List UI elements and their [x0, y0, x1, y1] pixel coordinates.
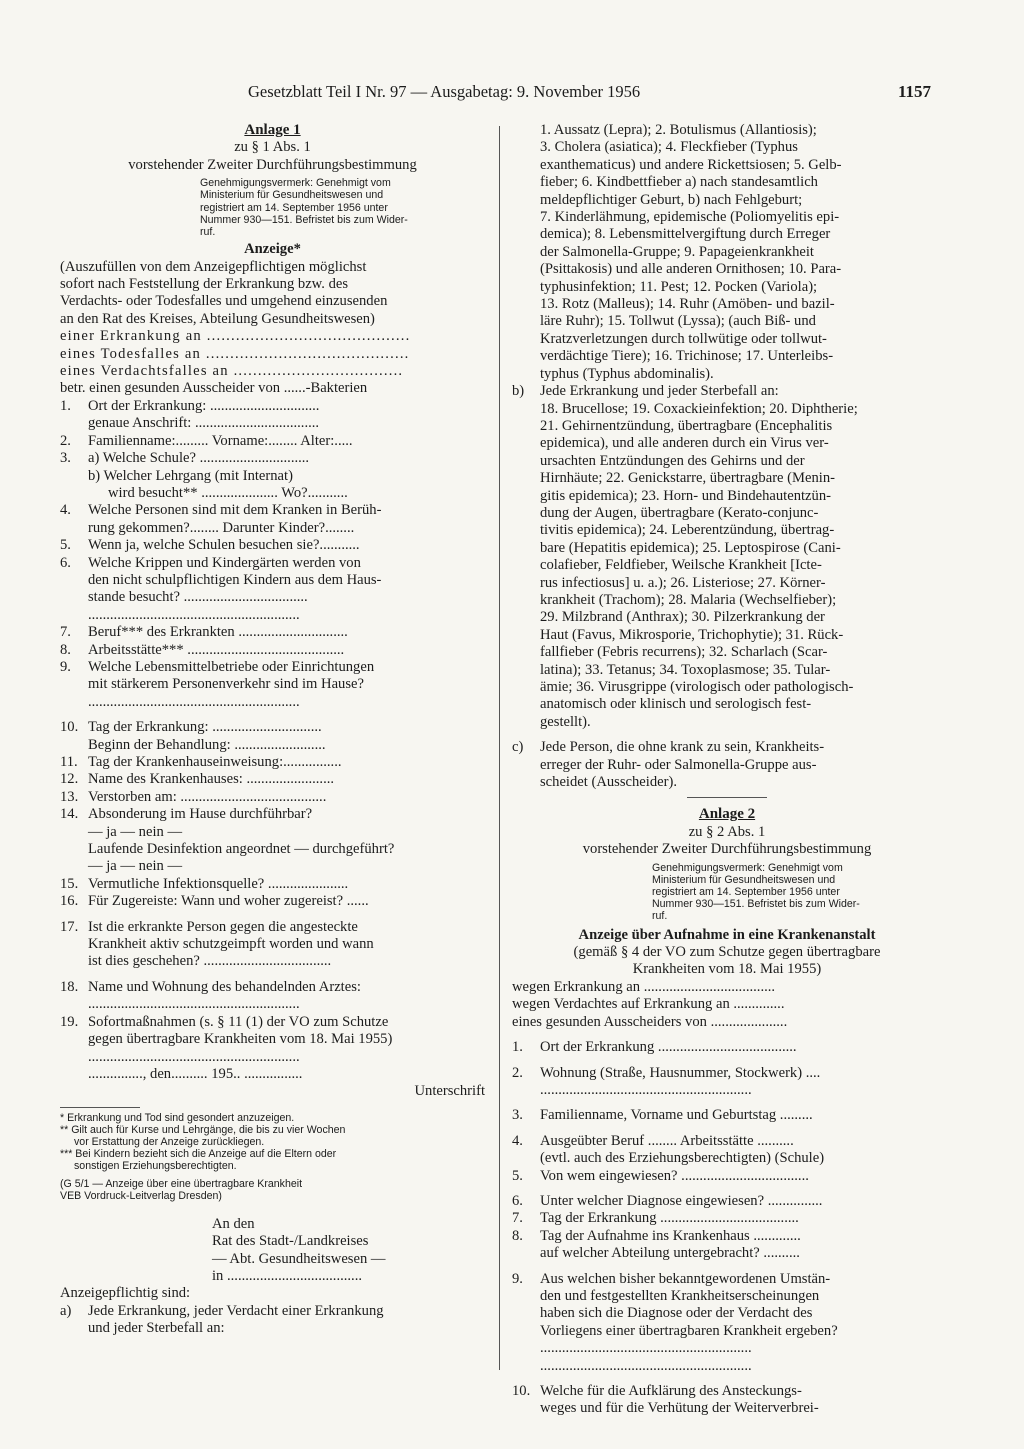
- q-number: 4.: [60, 502, 71, 519]
- question-15: [60, 876, 485, 893]
- list-line: der Salmonella-Gruppe; 9. Papageienkrankheit: [540, 243, 814, 260]
- gv-line: Genehmigungsvermerk: Genehmigt vom: [652, 861, 843, 874]
- question-4: [60, 502, 485, 537]
- date-line: ..............., den.......... 195.. ................: [88, 1065, 303, 1082]
- anlage-1-ref2: vorstehender Zweiter Durchführungsbestimmung: [128, 156, 417, 173]
- list-line: ämie; 36. Virusgrippe (virologisch oder pathologisch-: [540, 679, 854, 695]
- q-line: ..........................................................: [88, 606, 300, 623]
- case-type-line: betr. einen gesunden Ausscheider von ......-Bakterien: [60, 380, 368, 397]
- q-number: 4.: [512, 1132, 523, 1149]
- q-line: Beginn der Behandlung: .........................: [88, 736, 326, 753]
- r-question-4: [512, 1133, 942, 1168]
- q-line: ..........................................................: [88, 693, 300, 710]
- q-number: 3.: [512, 1107, 523, 1124]
- q-line: haben sich die Diagnose oder der Verdacht des: [540, 1305, 813, 1322]
- q-line: Familienname, Vorname und Geburtstag .........: [540, 1107, 813, 1124]
- header-title: Gesetzblatt Teil I Nr. 97 — Ausgabetag: 9. November 1956: [248, 82, 641, 101]
- item-line: Jede Person, die ohne krank zu sein, Krankheits-: [540, 739, 825, 756]
- q-line: den nicht schulpflichtigen Kindern aus dem Haus-: [88, 571, 382, 588]
- spacer: [512, 1185, 942, 1193]
- item-letter: b): [512, 383, 525, 400]
- list-line: Haut (Favus, Mikrosporie, Trichophytie); 31. Rück-: [540, 626, 844, 643]
- list-line: 3. Cholera (asiatica); 4. Fleckfieber (Typhus: [540, 139, 798, 156]
- intro-line: (Auszufüllen von dem Anzeigepflichtigen möglichst: [60, 258, 367, 275]
- q-line: Tag der Aufnahme ins Krankenhaus .............: [540, 1227, 801, 1244]
- q-number: 16.: [60, 893, 79, 910]
- q-number: 19.: [60, 1013, 79, 1030]
- list-line: anatomisch oder klinisch und serologisch fest-: [540, 696, 812, 713]
- list-line: Kratzverletzungen durch tollwütige oder tollwut-: [540, 330, 827, 347]
- q-line: Ist die erkrankte Person gegen die angesteckte: [88, 918, 358, 935]
- question-12: [60, 771, 485, 788]
- q-line: a) Welche Schule? ..............................: [88, 450, 310, 467]
- question-17: [60, 919, 485, 971]
- question-9: [60, 659, 485, 711]
- footnote-rule: [60, 1107, 140, 1108]
- question-8: [60, 642, 485, 659]
- address-line: Rat des Stadt-/Landkreises: [212, 1233, 369, 1250]
- q-line: Wenn ja, welche Schulen besuchen sie?...........: [88, 537, 360, 554]
- admission-type-line: eines gesunden Ausscheiders von .....................: [512, 1013, 788, 1030]
- q-line: Beruf*** des Erkrankten ..............................: [88, 624, 348, 641]
- list-line: 1. Aussatz (Lepra); 2. Botulismus (Allantiosis);: [540, 122, 817, 138]
- item-line: und jeder Sterbefall an:: [88, 1320, 225, 1337]
- q-line: Name und Wohnung des behandelnden Arztes:: [88, 978, 361, 995]
- q-number: 7.: [60, 624, 71, 641]
- q-line: Krankheit aktiv schutzgeimpft worden und wann: [88, 936, 374, 953]
- list-line: meldepflichtiger Geburt, b) nach Fehlgeburt;: [540, 191, 803, 208]
- question-10: [60, 719, 485, 754]
- question-16: [60, 893, 485, 910]
- spacer: [60, 971, 485, 979]
- anlage-2-ref: zu § 2 Abs. 1: [688, 823, 766, 840]
- footnote-line: *** Bei Kindern bezieht sich die Anzeige auf die Eltern oder: [60, 1147, 337, 1160]
- q-line: Laufende Desinfektion angeordnet — durchgeführt?: [88, 841, 395, 858]
- list-line: tivitis epidemica); 24. Leberentzündung, übertrag-: [540, 522, 835, 539]
- list-line: fallfieber (Febris recurrens); 32. Scharlach (Scar-: [540, 644, 828, 661]
- spacer: [512, 1057, 942, 1065]
- list-line: 21. Gehirnentzündung, übertragbare (Encephalitis: [540, 417, 833, 434]
- gv-line: Nummer 930—151. Befristet bis zum Wider-: [652, 898, 860, 911]
- q-number: 7.: [512, 1210, 523, 1227]
- list-line: gestellt).: [540, 713, 591, 730]
- footnote-line: ** Gilt auch für Kurse und Lehrgänge, die bis zu vier Wochen: [60, 1123, 346, 1136]
- list-line: Hirnhäute; 22. Genickstarre, übertragbare (Menin-: [540, 470, 835, 487]
- list-line: 29. Milzbrand (Anthrax); 30. Pilzerkrankung der: [540, 609, 825, 626]
- gv-line: registriert am 14. September 1956 unter: [652, 886, 840, 899]
- item-line: Jede Erkrankung und jeder Sterbefall an:: [540, 383, 779, 400]
- gv-line: Genehmigungsvermerk: Genehmigt vom: [200, 177, 391, 190]
- q-number: 8.: [512, 1227, 523, 1244]
- q-number: 5.: [60, 537, 71, 554]
- item-c: [512, 739, 942, 791]
- q-line: ..........................................................: [540, 1081, 752, 1098]
- list-line: colafieber, Feldfieber, Weilsche Krankheit [Icte-: [540, 557, 822, 574]
- address-block: [212, 1216, 485, 1286]
- footnote-line: * Erkrankung und Tod sind gesondert anzuzeigen.: [60, 1111, 295, 1124]
- spacer: [60, 1202, 485, 1216]
- intro-paragraph: [60, 259, 485, 329]
- case-type-line: eines Todesfalles an ..........................................: [60, 345, 410, 362]
- question-7: [60, 624, 485, 641]
- q-number: 17.: [60, 918, 79, 935]
- anzeige-heading: Anzeige*: [244, 241, 301, 258]
- q-line: Name des Krankenhauses: ........................: [88, 771, 335, 788]
- case-types: [60, 328, 485, 398]
- page-header: [0, 82, 1024, 106]
- q-number: 6.: [60, 554, 71, 571]
- anlage-2-ref2: vorstehender Zweiter Durchführungsbestimmung: [582, 841, 872, 858]
- genehmigungsvermerk: [200, 177, 485, 238]
- r-question-9: [512, 1271, 942, 1375]
- q-line: auf welcher Abteilung untergebracht? ..........: [540, 1245, 800, 1262]
- list-line: dung der Augen, übertragbare (Kerato-conjunc-: [540, 504, 819, 521]
- q-line: Ort der Erkrankung: ..............................: [88, 397, 320, 414]
- list-line: typhus (Typhus abdominalis).: [540, 365, 714, 382]
- q-line: Vorliegens einer übertragbaren Krankheit ergeben?: [540, 1322, 838, 1339]
- q-line: Absonderung im Hause durchführbar?: [88, 806, 313, 823]
- item-a: [60, 1303, 485, 1338]
- q-line: Verstorben am: ........................................: [88, 788, 327, 805]
- q-line: Von wem eingewiesen? ...................................: [540, 1167, 809, 1184]
- spacer: [512, 731, 942, 739]
- question-14: [60, 806, 485, 876]
- subheading-line: (gemäß § 4 der VO zum Schutze gegen übertragbare: [573, 944, 881, 961]
- page-number: 1157: [898, 82, 932, 101]
- q-line: Welche Lebensmittelbetriebe oder Einrichtungen: [88, 658, 375, 675]
- disease-list-b: [540, 401, 942, 732]
- q-line: ist dies geschehen? ...................................: [88, 953, 332, 970]
- q-line: — ja — nein —: [88, 823, 183, 840]
- q-line: Sofortmaßnahmen (s. § 11 (1) der VO zum Schutze: [88, 1013, 389, 1030]
- footnote-line: sonstigen Erziehungsberechtigten.: [74, 1159, 237, 1172]
- admission-type-line: wegen Erkrankung an ....................................: [512, 978, 776, 995]
- q-number: 3.: [60, 450, 71, 467]
- q-line: rung gekommen?........ Darunter Kinder?........: [88, 519, 355, 536]
- item-line: erreger der Ruhr- oder Salmonella-Gruppe aus-: [540, 756, 817, 773]
- q-line: Unter welcher Diagnose eingewiesen? ...............: [540, 1192, 823, 1209]
- gv-line: Ministerium für Gesundheitswesen und: [652, 873, 836, 886]
- list-line: verdächtige Tiere); 16. Trichinose; 17. Unterleibs-: [540, 348, 834, 365]
- question-5: [60, 537, 485, 554]
- gv-line: ruf.: [200, 226, 216, 239]
- admission-types: [512, 979, 942, 1031]
- gv-line: ruf.: [652, 910, 668, 923]
- gv-line: registriert am 14. September 1956 unter: [200, 201, 388, 214]
- q-number: 10.: [60, 719, 79, 736]
- case-type-line: eines Verdachtsfalles an ...................................: [60, 363, 404, 380]
- q-line: Ort der Erkrankung ......................................: [540, 1039, 797, 1056]
- section-rule: [687, 797, 767, 798]
- q-number: 9.: [512, 1270, 523, 1287]
- q-number: 8.: [60, 641, 71, 658]
- q-line: Welche für die Aufklärung des Ansteckungs-: [540, 1383, 802, 1400]
- disease-list-a: [540, 122, 942, 383]
- q-line: — ja — nein —: [88, 858, 183, 875]
- anzeigepflichtig-label: Anzeigepflichtig sind:: [60, 1285, 191, 1302]
- admission-type-line: wegen Verdachtes auf Erkrankung an ..............: [512, 996, 785, 1013]
- question-11: [60, 754, 485, 771]
- r-question-1: [512, 1039, 942, 1056]
- question-13: [60, 789, 485, 806]
- spacer: [512, 1125, 942, 1133]
- q-number: 13.: [60, 788, 79, 805]
- intro-line: an den Rat des Kreises, Abteilung Gesundheitswesen): [60, 310, 375, 327]
- q-line: gegen übertragbare Krankheiten vom 18. Mai 1955): [88, 1031, 393, 1048]
- intro-line: sofort nach Feststellung der Erkrankung bzw. des: [60, 276, 349, 293]
- r-question-8: [512, 1228, 942, 1263]
- r-question-7: [512, 1210, 942, 1227]
- q-line: Tag der Krankenhauseinweisung:................: [88, 754, 342, 771]
- list-line: 13. Rotz (Malleus); 14. Ruhr (Amöben- und bazil-: [540, 296, 835, 313]
- item-letter: c): [512, 739, 524, 756]
- q-line: ..........................................................: [88, 996, 300, 1013]
- list-line: exanthematicus) und andere Rickettsiosen; 5. Gelb-: [540, 156, 842, 173]
- list-line: latina); 33. Tetanus; 34. Toxoplasmose; 35. Tular-: [540, 661, 831, 678]
- q-line: mit stärkerem Personenverkehr sind im Hause?: [88, 676, 364, 693]
- spacer: [512, 1375, 942, 1383]
- list-line: läre Ruhr); 15. Tollwut (Lyssa); (auch Biß- und: [540, 313, 816, 330]
- spacer: [60, 911, 485, 919]
- r-question-5: [512, 1168, 942, 1185]
- q-line: Familienname:......... Vorname:........ Alter:.....: [88, 432, 353, 449]
- q-number: 2.: [512, 1064, 523, 1081]
- list-line: epidemica), und alle anderen durch ein Virus ver-: [540, 435, 829, 452]
- item-b: [512, 383, 942, 400]
- spacer: [512, 1099, 942, 1107]
- q-line: ..........................................................: [540, 1357, 752, 1374]
- q-line: Wohnung (Straße, Hausnummer, Stockwerk) ....: [540, 1064, 821, 1081]
- list-line: 18. Brucellose; 19. Coxackieinfektion; 20. Diphtherie;: [540, 400, 858, 417]
- q-line: ..........................................................: [540, 1340, 752, 1357]
- question-3: [60, 450, 485, 502]
- q-line: (evtl. auch des Erziehungsberechtigten) (Schule): [540, 1150, 825, 1167]
- q-number: 15.: [60, 875, 79, 892]
- form-reference: [60, 1178, 485, 1202]
- q-number: 12.: [60, 771, 79, 788]
- subheading-line: Krankheiten vom 18. Mai 1955): [632, 961, 822, 978]
- footnote-line: vor Erstattung der Anzeige zurückliegen.: [74, 1135, 265, 1148]
- spacer: [512, 1263, 942, 1271]
- subheading: [512, 944, 942, 979]
- address-line: — Abt. Gesundheitswesen —: [212, 1250, 386, 1267]
- q-number: 18.: [60, 978, 79, 995]
- list-line: gitis epidemica); 23. Horn- und Bindehautentzün-: [540, 487, 831, 504]
- q-number: 1.: [60, 397, 71, 414]
- q-line: Welche Krippen und Kindergärten werden von: [88, 554, 361, 571]
- q-line: weges und für die Verhütung der Weiterverbrei-: [540, 1400, 819, 1417]
- genehmigungsvermerk-2: [652, 862, 942, 923]
- address-line: in .....................................: [212, 1267, 362, 1284]
- form-ref-line: VEB Vordruck-Leitverlag Dresden): [60, 1189, 222, 1202]
- list-line: bare (Hepatitis epidemica); 25. Leptospirose (Cani-: [540, 539, 841, 556]
- q-line: b) Welcher Lehrgang (mit Internat): [88, 467, 293, 484]
- list-line: typhusinfektion; 11. Pest; 12. Pocken (Variola);: [540, 278, 818, 295]
- left-column: [60, 122, 485, 1338]
- address-line: An den: [212, 1215, 255, 1232]
- list-line: 7. Kinderlähmung, epidemische (Poliomyelitis epi-: [540, 209, 840, 226]
- item-line: scheidet (Ausscheider).: [540, 774, 677, 791]
- question-6: [60, 555, 485, 625]
- case-type-line: einer Erkrankung an ..........................................: [60, 328, 411, 345]
- r-question-10: [512, 1383, 942, 1418]
- gv-line: Ministerium für Gesundheitswesen und: [200, 189, 384, 202]
- q-number: 11.: [60, 754, 78, 771]
- anlage-2-title: Anlage 2: [698, 806, 756, 823]
- spacer: [60, 711, 485, 719]
- q-number: 1.: [512, 1039, 523, 1056]
- q-line: genaue Anschrift: ..................................: [88, 415, 320, 432]
- item-letter: a): [60, 1302, 72, 1319]
- question-18: [60, 979, 485, 1014]
- q-line: Arbeitsstätte*** ...........................................: [88, 641, 345, 658]
- question-2: [60, 433, 485, 450]
- q-number: 10.: [512, 1383, 531, 1400]
- q-line: Welche Personen sind mit dem Kranken in Berüh-: [88, 502, 382, 519]
- intro-line: Verdachts- oder Todesfalles und umgehend einzusenden: [60, 293, 388, 310]
- q-line: Für Zugereiste: Wann und woher zugereist? ......: [88, 893, 369, 910]
- gv-line: Nummer 930—151. Befristet bis zum Wider-: [200, 213, 408, 226]
- q-number: 6.: [512, 1192, 523, 1209]
- q-number: 9.: [60, 658, 71, 675]
- q-number: 14.: [60, 806, 79, 823]
- footnotes: [60, 1112, 485, 1172]
- q-line: Tag der Erkrankung: ..............................: [88, 719, 322, 736]
- r-question-2: [512, 1065, 942, 1100]
- q-line: Ausgeübter Beruf ........ Arbeitsstätte ..........: [540, 1132, 794, 1149]
- q-line: Aus welchen bisher bekanntgewordenen Umstän-: [540, 1270, 831, 1287]
- list-line: rus infectiosus] u. a.); 26. Listeriose; 27. Körner-: [540, 574, 826, 591]
- item-line: Jede Erkrankung, jeder Verdacht einer Erkrankung: [88, 1302, 384, 1319]
- list-line: ursachten Entzündungen des Gehirns und der: [540, 452, 805, 469]
- anlage-1-ref: zu § 1 Abs. 1: [234, 139, 311, 156]
- list-line: fieber; 6. Kindbettfieber a) nach standesamtlich: [540, 174, 818, 191]
- list-line: demica); 8. Lebensmittelvergiftung durch Erreger: [540, 226, 831, 243]
- r-question-3: [512, 1107, 942, 1124]
- signature-label: Unterschrift: [414, 1083, 485, 1100]
- question-19: [60, 1014, 485, 1066]
- krankenanstalt-heading: Anzeige über Aufnahme in eine Krankenanstalt: [578, 926, 876, 943]
- right-column: [512, 122, 942, 1418]
- q-line: den und festgestellten Krankheitserscheinungen: [540, 1287, 820, 1304]
- form-ref-line: (G 5/1 — Anzeige über eine übertragbare Krankheit: [60, 1177, 303, 1190]
- q-line: stande besucht? ..................................: [88, 589, 308, 606]
- r-question-6: [512, 1193, 942, 1210]
- q-line: wird besucht** ..................... Wo?...........: [108, 484, 348, 501]
- q-line: Vermutliche Infektionsquelle? ......................: [88, 875, 349, 892]
- column-divider: [499, 126, 500, 1370]
- list-line: krankheit (Trachom); 28. Malaria (Wechselfieber);: [540, 591, 837, 608]
- spacer: [512, 1031, 942, 1039]
- anlage-1-title: Anlage 1: [244, 122, 301, 138]
- question-1: [60, 398, 485, 433]
- list-line: (Psittakosis) und alle anderen Ornithosen; 10. Para-: [540, 261, 842, 278]
- q-number: 2.: [60, 432, 71, 449]
- q-line: Tag der Erkrankung ......................................: [540, 1210, 799, 1227]
- q-number: 5.: [512, 1167, 523, 1184]
- q-line: ..........................................................: [88, 1048, 300, 1065]
